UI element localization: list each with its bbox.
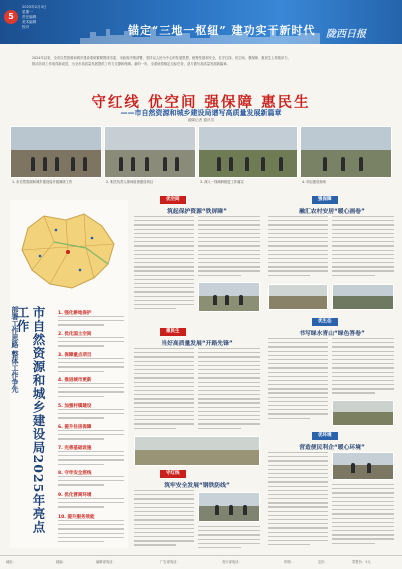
photo-caption: 3. 深入一线调研推进工作落实: [200, 180, 244, 184]
photo-caption: 1. 市自然资源和城乡建设局开展调研工作: [12, 180, 73, 184]
masthead: [0, 0, 402, 44]
article-photo: [332, 452, 394, 480]
article-title: 书写绿水青山“绿色答卷”: [299, 331, 365, 337]
headline: 守红线 优空间 强保障 惠民生: [91, 94, 311, 111]
section-tag: 优空间: [160, 196, 186, 204]
news-photo: [104, 126, 196, 178]
edition-line: 校对: [22, 25, 30, 29]
highlight-item: 9. 优化营商环境: [58, 493, 92, 498]
edition-info: [22, 5, 74, 30]
intro-text: [32, 55, 374, 67]
article-title: 营造便民利企“暖心环境”: [299, 445, 365, 451]
news-photo: [198, 126, 298, 178]
intro-paragraph: 2024年以来，全市自然资源和城乡建设系统紧紧围绕市委、市政府决策部署，坚持以人民为中心的发展思想，统筹发展和安全，在守红线、优空间、强保障、惠民生上持续用力，: [32, 56, 291, 60]
item-body: [58, 358, 124, 374]
edition-line: 2025年2月3日: [22, 5, 47, 9]
highlight-item: 5. 加强村镇建设: [58, 404, 92, 409]
photo-caption: 2. 相关负责人现场检查建设项目: [106, 180, 154, 184]
article-title: 当好高质量发展“开路先锋”: [161, 341, 233, 347]
article-body: [332, 484, 394, 550]
article-body: [268, 338, 328, 424]
highlight-item: 10. 提升服务效能: [58, 515, 95, 520]
article-body: [134, 216, 194, 312]
section-tag: 优环境: [312, 432, 338, 440]
item-body: [58, 430, 124, 442]
article-title: 融汇农村安居“暖心画卷”: [299, 209, 365, 215]
intro-paragraph: 推动各项工作取得新成效，为全市高质量发展提供了有力支撑和保障。新的一年，全系统将锚定目标任务，奋力谱写高质量发展新篇章。: [32, 62, 230, 66]
article-title: 筑起保护资源“铁屏障”: [167, 209, 227, 215]
highlight-item: 8. 守牢安全底线: [58, 471, 92, 476]
article-title: 筑牢安全发展“钢铁防线”: [164, 483, 230, 489]
article-photo: [198, 282, 260, 312]
item-body: [58, 451, 124, 467]
edition-line: 美术编辑: [22, 20, 37, 24]
news-photo: [300, 126, 392, 178]
highlight-item: 6. 提升住房保障: [58, 425, 92, 430]
region-map: [10, 208, 126, 296]
edition-line: 星期一: [22, 10, 33, 14]
newspaper-logo: 陇西日报: [326, 29, 366, 40]
section-tag: 强保障: [312, 196, 338, 204]
article-photo: [198, 492, 260, 522]
news-photo: [10, 126, 102, 178]
article-body: [268, 216, 328, 280]
article-photo: [268, 284, 328, 310]
photo-caption: 4. 项目建设现场: [302, 180, 326, 184]
highlight-item: 4. 推进城市更新: [58, 378, 92, 383]
item-body: [58, 337, 124, 349]
item-body: [58, 383, 124, 399]
item-body: [58, 476, 124, 488]
edition-line: 责任编辑: [22, 15, 37, 19]
article-body: [332, 338, 394, 398]
subheadline: ——市自然资源和城乡建设局谱写高质量发展新篇章: [120, 109, 282, 117]
article-body: [134, 348, 194, 432]
item-body: [58, 409, 124, 421]
highlight-item: 2. 优化国土空间: [58, 332, 92, 337]
footer-item: 地址：: [6, 560, 16, 564]
article-body: [198, 348, 260, 432]
footer-item: 广告部电话：: [160, 560, 180, 564]
footer-item: 编辑部电话：: [96, 560, 116, 564]
panel-vertical-title: 市自然资源和城乡建设局2025年亮点工作: [15, 306, 46, 534]
panel-vertical-subtitle: 部署工作思路 整体工作争先: [11, 306, 19, 393]
page-footer: [0, 555, 402, 569]
item-body: [58, 498, 124, 510]
article-photo: [332, 400, 394, 426]
section-tag: 惠民生: [160, 328, 186, 336]
highlight-item: 7. 完善基础设施: [58, 446, 92, 451]
article-photo: [134, 436, 260, 466]
item-body: [58, 520, 124, 544]
page-number: 5: [4, 10, 18, 24]
highlight-item: 1. 强化耕地保护: [58, 311, 92, 316]
footer-item: 发行部电话：: [222, 560, 242, 564]
article-photo: [332, 284, 394, 310]
footer-item: 印刷：: [284, 560, 294, 564]
section-tag: 优生态: [312, 318, 338, 326]
byline: 融媒记者 通讯员: [187, 118, 215, 122]
highlight-item: 3. 保障重点项目: [58, 353, 92, 358]
article-body: [198, 216, 260, 278]
footer-item: 零售价：1元: [352, 560, 371, 564]
article-body: [134, 490, 194, 550]
article-body: [268, 452, 328, 550]
article-body: [332, 216, 394, 280]
section-tag: 守红线: [160, 470, 186, 478]
item-body: [58, 316, 124, 328]
footer-item: 定价：: [318, 560, 328, 564]
page-slogan: 锚定“三地一枢纽” 建功实干新时代: [128, 24, 316, 37]
article-body: [198, 526, 260, 550]
footer-item: 邮编：: [56, 560, 66, 564]
